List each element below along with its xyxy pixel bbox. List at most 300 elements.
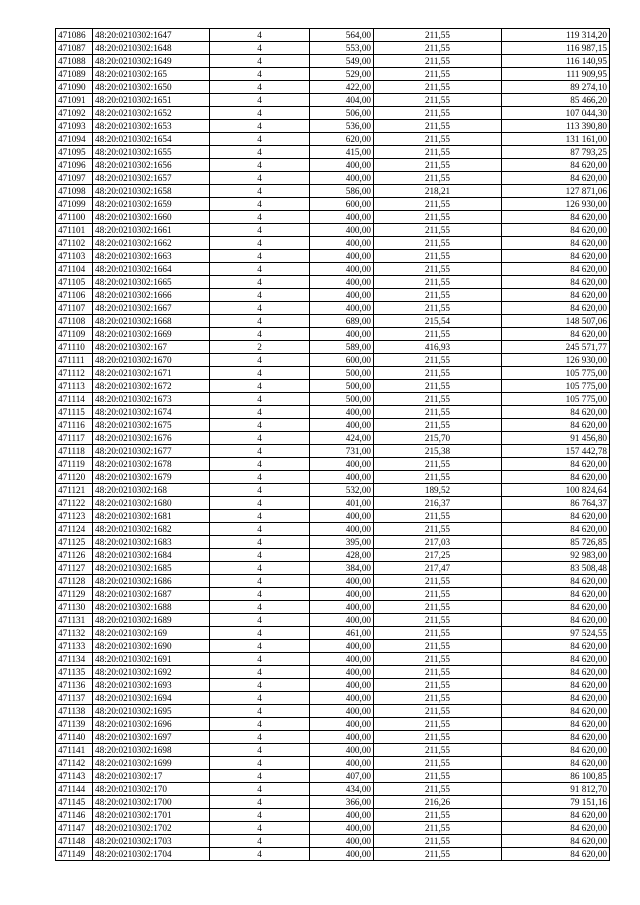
cadastral-number-cell: 48:20:0210302:1653	[93, 120, 210, 133]
cadastral-value-cell: 84 620,00	[502, 159, 610, 172]
area-cell: 500,00	[310, 380, 374, 393]
specific-value-cell: 217,25	[374, 549, 502, 562]
row-number-cell: 471093	[56, 120, 93, 133]
specific-value-cell: 211,55	[374, 263, 502, 276]
specific-value-cell: 211,55	[374, 627, 502, 640]
row-number-cell: 471143	[56, 770, 93, 783]
cadastral-number-cell: 48:20:0210302:1685	[93, 562, 210, 575]
row-number-cell: 471138	[56, 705, 93, 718]
cadastral-value-cell: 119 314,20	[502, 29, 610, 42]
specific-value-cell: 211,55	[374, 289, 502, 302]
cadastral-value-cell: 84 620,00	[502, 237, 610, 250]
row-number-cell: 471094	[56, 133, 93, 146]
specific-value-cell: 211,55	[374, 419, 502, 432]
group-code-cell: 4	[210, 484, 310, 497]
table-row	[56, 588, 610, 601]
table-row	[56, 549, 610, 562]
specific-value-cell: 211,55	[374, 211, 502, 224]
cadastral-number-cell: 48:20:0210302:1690	[93, 640, 210, 653]
specific-value-cell: 211,55	[374, 835, 502, 848]
cadastral-number-cell: 48:20:0210302:1683	[93, 536, 210, 549]
group-code-cell: 4	[210, 354, 310, 367]
table-row	[56, 731, 610, 744]
area-cell: 461,00	[310, 627, 374, 640]
group-code-cell: 4	[210, 757, 310, 770]
specific-value-cell: 215,70	[374, 432, 502, 445]
row-number-cell: 471128	[56, 575, 93, 588]
group-code-cell: 4	[210, 510, 310, 523]
cadastral-number-cell: 48:20:0210302:1700	[93, 796, 210, 809]
table-row	[56, 705, 610, 718]
row-number-cell: 471149	[56, 848, 93, 861]
cadastral-value-cell: 84 620,00	[502, 458, 610, 471]
cadastral-value-cell: 97 524,55	[502, 627, 610, 640]
table-row	[56, 653, 610, 666]
row-number-cell: 471132	[56, 627, 93, 640]
area-cell: 400,00	[310, 224, 374, 237]
cadastral-value-cell: 84 620,00	[502, 822, 610, 835]
row-number-cell: 471136	[56, 679, 93, 692]
row-number-cell: 471115	[56, 406, 93, 419]
cadastral-number-cell: 48:20:0210302:1680	[93, 497, 210, 510]
cadastral-value-cell: 84 620,00	[502, 406, 610, 419]
table-row	[56, 796, 610, 809]
table-row	[56, 484, 610, 497]
area-cell: 400,00	[310, 211, 374, 224]
table-row	[56, 289, 610, 302]
table-row	[56, 198, 610, 211]
table-row	[56, 536, 610, 549]
specific-value-cell: 211,55	[374, 224, 502, 237]
area-cell: 404,00	[310, 94, 374, 107]
table-row	[56, 783, 610, 796]
specific-value-cell: 211,55	[374, 250, 502, 263]
area-cell: 400,00	[310, 575, 374, 588]
group-code-cell: 4	[210, 94, 310, 107]
cadastral-number-cell: 48:20:0210302:1648	[93, 42, 210, 55]
group-code-cell: 4	[210, 81, 310, 94]
specific-value-cell: 211,55	[374, 198, 502, 211]
table-row	[56, 510, 610, 523]
group-code-cell: 4	[210, 458, 310, 471]
area-cell: 529,00	[310, 68, 374, 81]
area-cell: 400,00	[310, 276, 374, 289]
specific-value-cell: 211,55	[374, 718, 502, 731]
specific-value-cell: 211,55	[374, 146, 502, 159]
row-number-cell: 471092	[56, 107, 93, 120]
specific-value-cell: 211,55	[374, 770, 502, 783]
group-code-cell: 4	[210, 601, 310, 614]
area-cell: 400,00	[310, 328, 374, 341]
cadastral-number-cell: 48:20:0210302:1654	[93, 133, 210, 146]
row-number-cell: 471107	[56, 302, 93, 315]
cadastral-value-cell: 84 620,00	[502, 523, 610, 536]
cadastral-value-cell: 84 620,00	[502, 601, 610, 614]
area-cell: 395,00	[310, 536, 374, 549]
cadastral-value-cell: 84 620,00	[502, 224, 610, 237]
group-code-cell: 4	[210, 146, 310, 159]
cadastral-number-cell: 48:20:0210302:1651	[93, 94, 210, 107]
table-row	[56, 458, 610, 471]
cadastral-number-cell: 48:20:0210302:17	[93, 770, 210, 783]
row-number-cell: 471103	[56, 250, 93, 263]
cadastral-number-cell: 48:20:0210302:1693	[93, 679, 210, 692]
cadastral-number-cell: 48:20:0210302:1656	[93, 159, 210, 172]
row-number-cell: 471118	[56, 445, 93, 458]
specific-value-cell: 211,55	[374, 614, 502, 627]
area-cell: 400,00	[310, 263, 374, 276]
specific-value-cell: 216,37	[374, 497, 502, 510]
specific-value-cell: 211,55	[374, 237, 502, 250]
area-cell: 532,00	[310, 484, 374, 497]
specific-value-cell: 189,52	[374, 484, 502, 497]
area-cell: 400,00	[310, 809, 374, 822]
specific-value-cell: 211,55	[374, 133, 502, 146]
cadastral-value-cell: 86 100,85	[502, 770, 610, 783]
table-row	[56, 159, 610, 172]
specific-value-cell: 211,55	[374, 731, 502, 744]
area-cell: 586,00	[310, 185, 374, 198]
cadastral-number-cell: 48:20:0210302:1694	[93, 692, 210, 705]
cadastral-value-cell: 84 620,00	[502, 575, 610, 588]
cadastral-value-cell: 84 620,00	[502, 588, 610, 601]
area-cell: 422,00	[310, 81, 374, 94]
cadastral-value-cell: 91 812,70	[502, 783, 610, 796]
specific-value-cell: 211,55	[374, 393, 502, 406]
cadastral-number-cell: 48:20:0210302:1703	[93, 835, 210, 848]
row-number-cell: 471104	[56, 263, 93, 276]
row-number-cell: 471089	[56, 68, 93, 81]
area-cell: 564,00	[310, 29, 374, 42]
area-cell: 400,00	[310, 757, 374, 770]
cadastral-value-cell: 107 044,30	[502, 107, 610, 120]
group-code-cell: 4	[210, 809, 310, 822]
cadastral-value-cell: 126 930,00	[502, 354, 610, 367]
specific-value-cell: 211,55	[374, 601, 502, 614]
cadastral-value-cell: 84 620,00	[502, 718, 610, 731]
cadastral-value-cell: 91 456,80	[502, 432, 610, 445]
specific-value-cell: 211,55	[374, 848, 502, 861]
cadastral-number-cell: 48:20:0210302:1657	[93, 172, 210, 185]
table-row	[56, 419, 610, 432]
row-number-cell: 471091	[56, 94, 93, 107]
specific-value-cell: 211,55	[374, 679, 502, 692]
row-number-cell: 471096	[56, 159, 93, 172]
cadastral-value-cell: 84 620,00	[502, 705, 610, 718]
row-number-cell: 471131	[56, 614, 93, 627]
row-number-cell: 471133	[56, 640, 93, 653]
row-number-cell: 471113	[56, 380, 93, 393]
area-cell: 400,00	[310, 458, 374, 471]
cadastral-value-cell: 84 620,00	[502, 848, 610, 861]
row-number-cell: 471146	[56, 809, 93, 822]
row-number-cell: 471148	[56, 835, 93, 848]
table-row	[56, 562, 610, 575]
row-number-cell: 471129	[56, 588, 93, 601]
row-number-cell: 471124	[56, 523, 93, 536]
cadastral-value-cell: 116 987,15	[502, 42, 610, 55]
row-number-cell: 471140	[56, 731, 93, 744]
cadastral-value-cell: 84 620,00	[502, 419, 610, 432]
table-row	[56, 211, 610, 224]
group-code-cell: 4	[210, 367, 310, 380]
cadastral-value-cell: 84 620,00	[502, 744, 610, 757]
row-number-cell: 471095	[56, 146, 93, 159]
specific-value-cell: 211,55	[374, 523, 502, 536]
specific-value-cell: 217,03	[374, 536, 502, 549]
cadastral-number-cell: 48:20:0210302:1698	[93, 744, 210, 757]
cadastral-value-cell: 84 620,00	[502, 653, 610, 666]
specific-value-cell: 211,55	[374, 640, 502, 653]
cadastral-value-cell: 83 508,48	[502, 562, 610, 575]
specific-value-cell: 215,54	[374, 315, 502, 328]
row-number-cell: 471122	[56, 497, 93, 510]
group-code-cell: 4	[210, 614, 310, 627]
cadastral-number-cell: 48:20:0210302:1659	[93, 198, 210, 211]
cadastral-number-cell: 48:20:0210302:1684	[93, 549, 210, 562]
row-number-cell: 471144	[56, 783, 93, 796]
area-cell: 434,00	[310, 783, 374, 796]
group-code-cell: 2	[210, 341, 310, 354]
cadastral-number-cell: 48:20:0210302:1695	[93, 705, 210, 718]
specific-value-cell: 211,55	[374, 367, 502, 380]
cadastral-value-cell: 111 909,95	[502, 68, 610, 81]
group-code-cell: 4	[210, 653, 310, 666]
group-code-cell: 4	[210, 770, 310, 783]
cadastral-number-cell: 48:20:0210302:1663	[93, 250, 210, 263]
row-number-cell: 471123	[56, 510, 93, 523]
row-number-cell: 471099	[56, 198, 93, 211]
cadastral-value-cell: 89 274,10	[502, 81, 610, 94]
group-code-cell: 4	[210, 263, 310, 276]
group-code-cell: 4	[210, 588, 310, 601]
specific-value-cell: 211,55	[374, 757, 502, 770]
table-row	[56, 55, 610, 68]
group-code-cell: 4	[210, 445, 310, 458]
group-code-cell: 4	[210, 549, 310, 562]
group-code-cell: 4	[210, 107, 310, 120]
cadastral-number-cell: 48:20:0210302:169	[93, 627, 210, 640]
cadastral-value-cell: 105 775,00	[502, 393, 610, 406]
table-row	[56, 523, 610, 536]
cadastral-value-cell: 84 620,00	[502, 757, 610, 770]
specific-value-cell: 211,55	[374, 458, 502, 471]
group-code-cell: 4	[210, 185, 310, 198]
row-number-cell: 471098	[56, 185, 93, 198]
table-row	[56, 497, 610, 510]
cadastral-value-cell: 100 824,64	[502, 484, 610, 497]
area-cell: 366,00	[310, 796, 374, 809]
specific-value-cell: 215,38	[374, 445, 502, 458]
cadastral-number-cell: 48:20:0210302:1686	[93, 575, 210, 588]
area-cell: 407,00	[310, 770, 374, 783]
row-number-cell: 471139	[56, 718, 93, 731]
specific-value-cell: 211,55	[374, 120, 502, 133]
area-cell: 400,00	[310, 614, 374, 627]
table-row	[56, 692, 610, 705]
row-number-cell: 471147	[56, 822, 93, 835]
specific-value-cell: 211,55	[374, 575, 502, 588]
cadastral-number-cell: 48:20:0210302:168	[93, 484, 210, 497]
group-code-cell: 4	[210, 432, 310, 445]
area-cell: 400,00	[310, 588, 374, 601]
table-row	[56, 42, 610, 55]
group-code-cell: 4	[210, 68, 310, 81]
table-body	[56, 29, 610, 861]
cadastral-number-cell: 48:20:0210302:1675	[93, 419, 210, 432]
cadastral-number-cell: 48:20:0210302:1649	[93, 55, 210, 68]
group-code-cell: 4	[210, 211, 310, 224]
area-cell: 620,00	[310, 133, 374, 146]
area-cell: 549,00	[310, 55, 374, 68]
group-code-cell: 4	[210, 731, 310, 744]
specific-value-cell: 416,93	[374, 341, 502, 354]
table-row	[56, 315, 610, 328]
group-code-cell: 4	[210, 822, 310, 835]
area-cell: 689,00	[310, 315, 374, 328]
specific-value-cell: 211,55	[374, 705, 502, 718]
row-number-cell: 471141	[56, 744, 93, 757]
area-cell: 400,00	[310, 237, 374, 250]
cadastral-number-cell: 48:20:0210302:1652	[93, 107, 210, 120]
table-row	[56, 848, 610, 861]
cadastral-value-cell: 86 764,37	[502, 497, 610, 510]
area-cell: 400,00	[310, 679, 374, 692]
group-code-cell: 4	[210, 692, 310, 705]
row-number-cell: 471120	[56, 471, 93, 484]
row-number-cell: 471142	[56, 757, 93, 770]
cadastral-number-cell: 48:20:0210302:1650	[93, 81, 210, 94]
group-code-cell: 4	[210, 718, 310, 731]
row-number-cell: 471106	[56, 289, 93, 302]
group-code-cell: 4	[210, 575, 310, 588]
specific-value-cell: 211,55	[374, 29, 502, 42]
table-row	[56, 367, 610, 380]
cadastral-value-cell: 84 620,00	[502, 666, 610, 679]
row-number-cell: 471088	[56, 55, 93, 68]
specific-value-cell: 211,55	[374, 172, 502, 185]
group-code-cell: 4	[210, 380, 310, 393]
specific-value-cell: 211,55	[374, 783, 502, 796]
table-row	[56, 445, 610, 458]
specific-value-cell: 211,55	[374, 354, 502, 367]
table-row	[56, 835, 610, 848]
row-number-cell: 471145	[56, 796, 93, 809]
row-number-cell: 471100	[56, 211, 93, 224]
cadastral-number-cell: 48:20:0210302:1673	[93, 393, 210, 406]
cadastral-number-cell: 48:20:0210302:1662	[93, 237, 210, 250]
cadastral-value-cell: 84 620,00	[502, 250, 610, 263]
area-cell: 553,00	[310, 42, 374, 55]
cadastral-value-cell: 84 620,00	[502, 263, 610, 276]
specific-value-cell: 211,55	[374, 809, 502, 822]
group-code-cell: 4	[210, 783, 310, 796]
area-cell: 400,00	[310, 666, 374, 679]
row-number-cell: 471110	[56, 341, 93, 354]
cadastral-number-cell: 48:20:0210302:1664	[93, 263, 210, 276]
row-number-cell: 471102	[56, 237, 93, 250]
cadastral-number-cell: 48:20:0210302:1704	[93, 848, 210, 861]
group-code-cell: 4	[210, 237, 310, 250]
table-row	[56, 133, 610, 146]
cadastral-number-cell: 48:20:0210302:1679	[93, 471, 210, 484]
group-code-cell: 4	[210, 55, 310, 68]
row-number-cell: 471097	[56, 172, 93, 185]
specific-value-cell: 217,47	[374, 562, 502, 575]
area-cell: 400,00	[310, 640, 374, 653]
area-cell: 536,00	[310, 120, 374, 133]
table-row	[56, 640, 610, 653]
row-number-cell: 471109	[56, 328, 93, 341]
specific-value-cell: 211,55	[374, 81, 502, 94]
table-row	[56, 614, 610, 627]
area-cell: 400,00	[310, 731, 374, 744]
table-row	[56, 341, 610, 354]
area-cell: 400,00	[310, 835, 374, 848]
table-row	[56, 29, 610, 42]
group-code-cell: 4	[210, 666, 310, 679]
specific-value-cell: 211,55	[374, 302, 502, 315]
cadastral-value-cell: 84 620,00	[502, 302, 610, 315]
area-cell: 400,00	[310, 601, 374, 614]
group-code-cell: 4	[210, 172, 310, 185]
table-row	[56, 94, 610, 107]
cadastral-value-cell: 126 930,00	[502, 198, 610, 211]
group-code-cell: 4	[210, 744, 310, 757]
group-code-cell: 4	[210, 705, 310, 718]
area-cell: 400,00	[310, 653, 374, 666]
table-row	[56, 237, 610, 250]
cadastral-value-cell: 113 390,80	[502, 120, 610, 133]
cadastral-number-cell: 48:20:0210302:1655	[93, 146, 210, 159]
table-row	[56, 575, 610, 588]
group-code-cell: 4	[210, 393, 310, 406]
cadastral-value-cell: 84 620,00	[502, 640, 610, 653]
group-code-cell: 4	[210, 42, 310, 55]
cadastral-number-cell: 48:20:0210302:1696	[93, 718, 210, 731]
table-row	[56, 68, 610, 81]
cadastral-number-cell: 48:20:0210302:170	[93, 783, 210, 796]
cadastral-number-cell: 48:20:0210302:1672	[93, 380, 210, 393]
area-cell: 400,00	[310, 159, 374, 172]
group-code-cell: 4	[210, 406, 310, 419]
row-number-cell: 471130	[56, 601, 93, 614]
cadastral-number-cell: 48:20:0210302:1681	[93, 510, 210, 523]
cadastral-value-cell: 84 620,00	[502, 614, 610, 627]
row-number-cell: 471090	[56, 81, 93, 94]
table-row	[56, 354, 610, 367]
group-code-cell: 4	[210, 640, 310, 653]
specific-value-cell: 211,55	[374, 42, 502, 55]
cadastral-value-cell: 85 466,20	[502, 94, 610, 107]
specific-value-cell: 211,55	[374, 159, 502, 172]
specific-value-cell: 211,55	[374, 328, 502, 341]
table-row	[56, 185, 610, 198]
table-row	[56, 146, 610, 159]
area-cell: 401,00	[310, 497, 374, 510]
area-cell: 400,00	[310, 250, 374, 263]
specific-value-cell: 216,26	[374, 796, 502, 809]
area-cell: 500,00	[310, 367, 374, 380]
table-row	[56, 744, 610, 757]
cadastral-value-cell: 157 442,78	[502, 445, 610, 458]
group-code-cell: 4	[210, 848, 310, 861]
area-cell: 424,00	[310, 432, 374, 445]
row-number-cell: 471121	[56, 484, 93, 497]
cadastral-value-cell: 245 571,77	[502, 341, 610, 354]
cadastral-number-cell: 48:20:0210302:1701	[93, 809, 210, 822]
cadastral-number-cell: 48:20:0210302:1692	[93, 666, 210, 679]
